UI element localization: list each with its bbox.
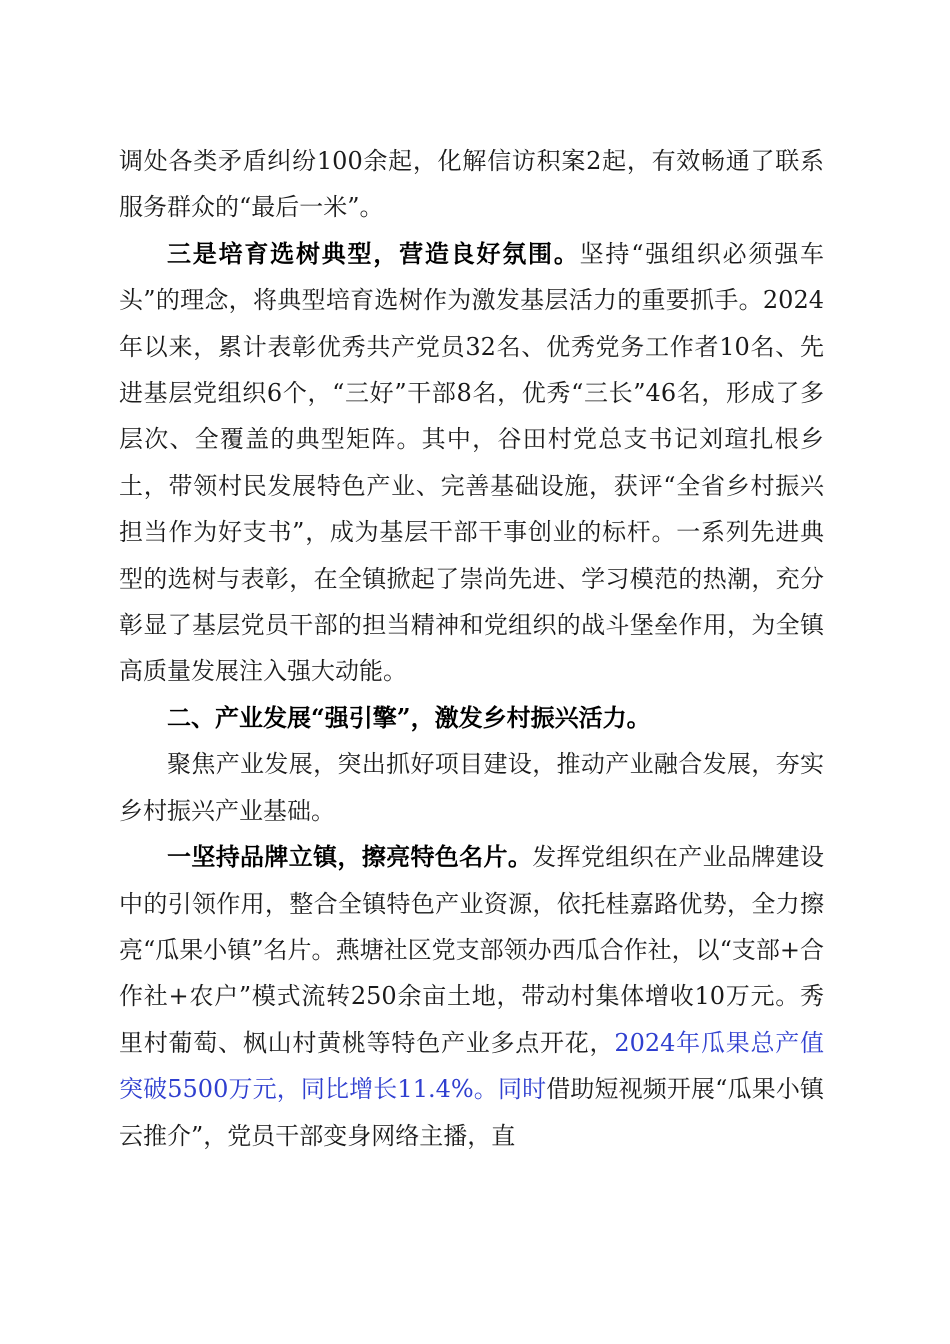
- paragraph-mediation: [119, 138, 824, 231]
- paragraph-role-models: [119, 231, 824, 695]
- paragraph-mediation-text: 调处各类矛盾纠纷100余起，化解信访积案2起，有效畅通了联系服务群众的“最后一米”。: [119, 147, 824, 222]
- paragraph-brand-highlight: 2024年瓜果总产值突破5500万元，同比增长11.4%。同时: [119, 1028, 825, 1104]
- section-heading-industry: [119, 695, 824, 741]
- paragraph-role-models-text: 坚持“强组织必须强车头”的理念，将典型培育选树作为激发基层活力的重要抓手。2024年以来，累计表彰优秀共产党员32名、优秀党务工作者10名、先进基层党组织6个，“三好”干部8名，优秀“三长”46名，形成了多层次、全覆盖的典型矩阵。其中，谷田村党总支书记刘瑄扎根乡土，带领村民发展特色产业、完善基础设施，获评“全省乡村振兴担当作为好支书”，成为基层干部干事创业的标杆。一系列先进典型的选树与表彰，在全镇掀起了崇尚先进、学习模范的热潮，充分彰显了基层党员干部的担当精神和党组织的战斗堡垒作用，为全镇高质量发展注入强大动能。: [119, 239, 824, 686]
- paragraph-industry-intro-text: 聚焦产业发展，突出抓好项目建设，推动产业融合发展，夯实乡村振兴产业基础。: [119, 750, 824, 825]
- section-heading-industry-text: 二、产业发展“强引擎”，激发乡村振兴活力。: [167, 702, 651, 732]
- paragraph-brand: [119, 834, 824, 1159]
- paragraph-brand-lead: 一坚持品牌立镇，擦亮特色名片。: [167, 842, 533, 872]
- paragraph-industry-intro: [119, 741, 824, 834]
- paragraph-brand-tail: 借助短视频开展“瓜果小镇云推介”，党员干部变身网络主播，直: [119, 1075, 824, 1150]
- paragraph-brand-text: 发挥党组织在产业品牌建设中的引领作用，整合全镇特色产业资源，依托桂嘉路优势，全力擦亮“瓜果小镇”名片。燕塘社区党支部领办西瓜合作社，以“支部+合作社+农户”模式流转250余亩土地，带动村集体增收10万元。秀里村葡萄、枫山村黄桃等特色产业多点开花，: [119, 843, 825, 1057]
- paragraph-role-models-lead: 三是培育选树典型，营造良好氛围。: [167, 238, 580, 268]
- document-body: [119, 138, 824, 1159]
